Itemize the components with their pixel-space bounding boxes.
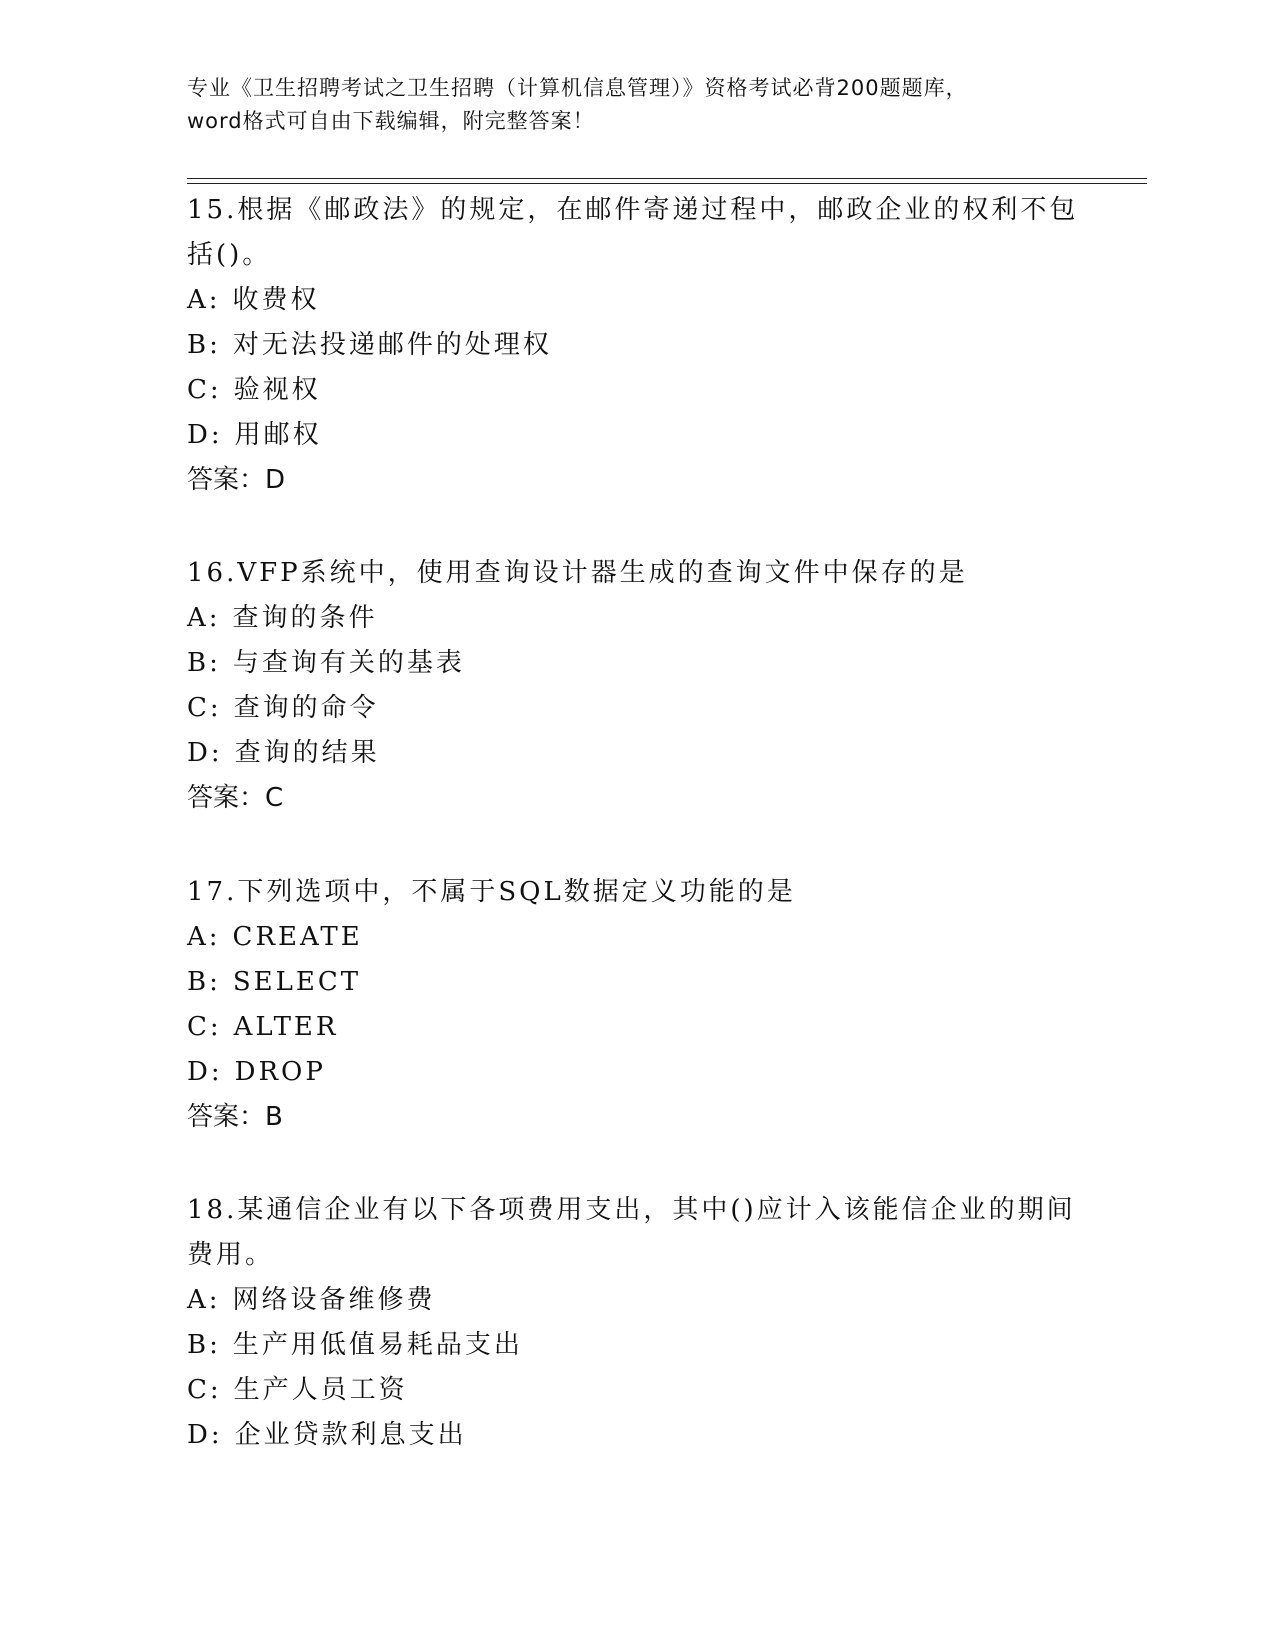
option-text: 查询的条件 (232, 603, 378, 633)
question-text: 15.根据《邮政法》的规定，在邮件寄递过程中，邮政企业的权利不包括()。 (187, 195, 1079, 270)
option-d (187, 413, 1087, 458)
option-text: 对无法投递邮件的处理权 (232, 330, 552, 360)
option-b (187, 641, 1087, 686)
question-text: 16.VFP系统中，使用查询设计器生成的查询文件中保存的是 (187, 558, 968, 588)
question-15 (187, 188, 1087, 503)
option-letter: B: (187, 1330, 221, 1360)
option-text: 用邮权 (234, 420, 322, 450)
option-d (187, 1413, 1087, 1458)
option-a (187, 915, 1087, 960)
option-letter: C: (187, 1012, 222, 1042)
option-c (187, 1005, 1087, 1050)
option-letter: A: (187, 603, 221, 633)
header-line-2: word格式可自由下载编辑，附完整答案！ (187, 109, 595, 133)
option-text: CREATE (232, 922, 363, 952)
option-letter: C: (187, 693, 222, 723)
option-letter: B: (187, 330, 221, 360)
answer-line: 答案：C (187, 783, 284, 813)
option-text: 查询的结果 (234, 738, 380, 768)
header-rule-top (187, 178, 1147, 179)
option-letter: D: (187, 1057, 223, 1087)
option-text: 验视权 (233, 375, 321, 405)
header-rule-bottom (187, 183, 1147, 184)
option-c (187, 1368, 1087, 1413)
option-a (187, 596, 1087, 641)
option-text: 生产用低值易耗品支出 (232, 1330, 523, 1360)
option-text: 查询的命令 (233, 693, 379, 723)
question-17 (187, 870, 1087, 1140)
option-letter: D: (187, 420, 223, 450)
option-letter: B: (187, 648, 221, 678)
question-18 (187, 1188, 1087, 1458)
option-text: SELECT (232, 967, 362, 997)
option-text: ALTER (233, 1012, 339, 1042)
answer-line: 答案：B (187, 1102, 283, 1132)
option-text: 收费权 (232, 285, 320, 315)
option-b (187, 1323, 1087, 1368)
option-b (187, 960, 1087, 1005)
option-c (187, 368, 1087, 413)
option-text: DROP (234, 1057, 326, 1087)
option-b (187, 323, 1087, 368)
option-letter: D: (187, 1420, 223, 1450)
option-d (187, 1050, 1087, 1095)
option-letter: A: (187, 285, 221, 315)
question-16 (187, 551, 1087, 821)
option-letter: A: (187, 922, 221, 952)
document-header (187, 72, 1087, 138)
option-c (187, 686, 1087, 731)
option-text: 网络设备维修费 (232, 1285, 436, 1315)
option-letter: C: (187, 1375, 222, 1405)
option-text: 生产人员工资 (233, 1375, 408, 1405)
option-text: 企业贷款利息支出 (234, 1420, 467, 1450)
option-text: 与查询有关的基表 (232, 648, 465, 678)
option-d (187, 731, 1087, 776)
option-letter: B: (187, 967, 221, 997)
option-letter: A: (187, 1285, 221, 1315)
question-text: 17.下列选项中，不属于SQL数据定义功能的是 (187, 877, 796, 907)
option-a (187, 278, 1087, 323)
answer-line: 答案：D (187, 465, 286, 495)
header-line-1: 专业《卫生招聘考试之卫生招聘（计算机信息管理）》资格考试必背200题题库， (187, 76, 968, 100)
option-a (187, 1278, 1087, 1323)
option-letter: D: (187, 738, 223, 768)
option-letter: C: (187, 375, 222, 405)
question-text: 18.某通信企业有以下各项费用支出，其中()应计入该能信企业的期间费用。 (187, 1195, 1076, 1270)
